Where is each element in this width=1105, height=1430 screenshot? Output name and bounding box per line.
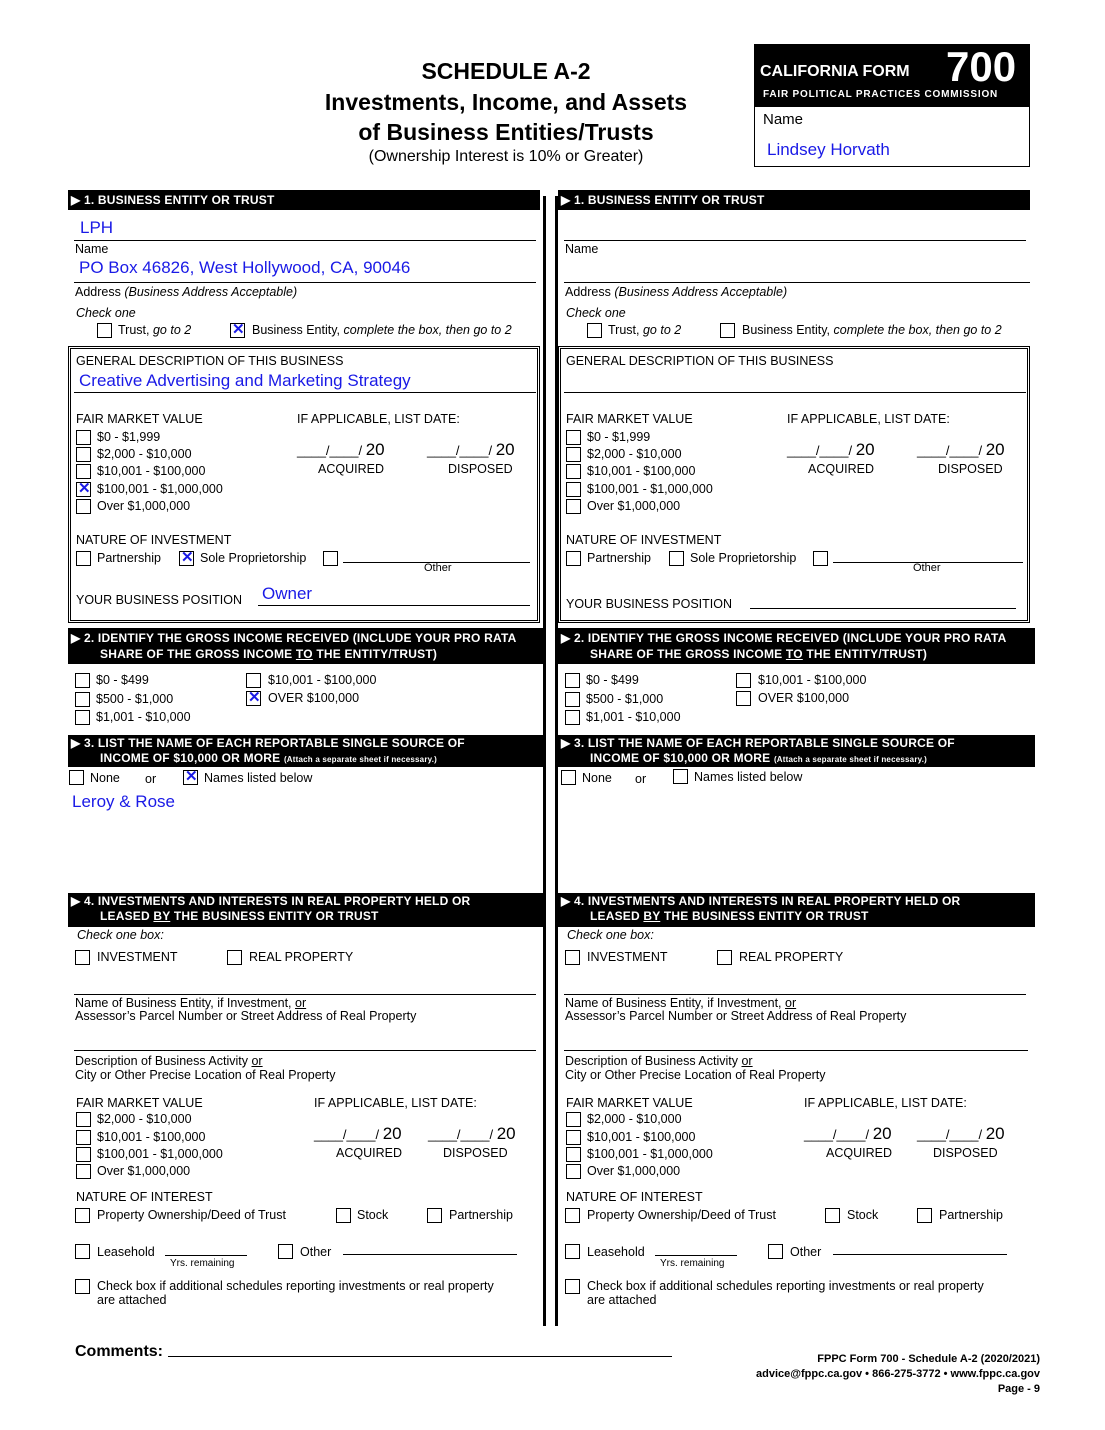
address-label-right: Address (Business Address Acceptable): [565, 285, 788, 299]
income-option-right-0: $0 - $499: [586, 673, 639, 687]
stock-label-right: Stock: [847, 1208, 879, 1222]
apn-label: Assessor’s Parcel Number or Street Address of Real Property: [75, 1009, 417, 1023]
leasehold-checkbox-right[interactable]: [565, 1244, 580, 1259]
fmv4-label: FAIR MARKET VALUE: [76, 1096, 203, 1110]
income-option-4: OVER $100,000: [268, 691, 360, 705]
other-nature-checkbox-right[interactable]: [813, 551, 828, 566]
form-title-line1: Investments, Income, and Assets: [324, 89, 688, 115]
form-title-line2: of Business Entities/Trusts: [358, 119, 654, 145]
real-property-checkbox[interactable]: [227, 950, 242, 965]
disposed-label: DISPOSED: [448, 462, 513, 476]
if-applicable-label-right: IF APPLICABLE, LIST DATE:: [787, 412, 950, 426]
sole-proprietorship-checkbox-right[interactable]: [669, 551, 684, 566]
income-checkbox-right-2[interactable]: [565, 710, 580, 725]
desc-activity-label-right: Description of Business Activity or: [565, 1054, 753, 1068]
general-description-label-right: GENERAL DESCRIPTION OF THIS BUSINESS: [566, 354, 834, 368]
partnership-label: Partnership: [97, 551, 161, 565]
section4-header-right: ▶ 4. INVESTMENTS AND INTERESTS IN REAL PROPERTY HELD OR LEASED BY THE BUSINESS ENTITY OR TRUST: [558, 893, 1035, 927]
acquired4-date-field[interactable]: ____/____/ 20: [314, 1124, 402, 1143]
acquired4-date-field-right[interactable]: ____/____/ 20: [804, 1124, 892, 1143]
none-checkbox-right[interactable]: [561, 770, 576, 785]
other-label: Other: [424, 562, 452, 574]
fmv-label: FAIR MARKET VALUE: [76, 412, 203, 426]
acquired-date-field[interactable]: ____/____/ 20: [297, 440, 385, 459]
fmv4-checkbox-right-2[interactable]: [566, 1147, 581, 1162]
section3-header-right: ▶ 3. LIST THE NAME OF EACH REPORTABLE SINGLE SOURCE OF INCOME OF $10,000 OR MORE (Attach a separate sheet if necessary.): [558, 735, 1035, 767]
other-label-right: Other: [913, 562, 941, 574]
income-checkbox-4[interactable]: ✕: [248, 689, 261, 706]
additional-schedules-checkbox-right[interactable]: [565, 1279, 580, 1294]
names-listed-checkbox-right[interactable]: [673, 769, 688, 784]
fmv-checkbox-right-1[interactable]: [566, 447, 581, 462]
contact-info: advice@fppc.ca.gov • 866-275-3772 • www.fppc.ca.gov: [756, 1368, 1040, 1380]
business-entity-checkbox-right[interactable]: [720, 323, 735, 338]
income-option-right-2: $1,001 - $10,000: [586, 710, 681, 724]
acquired4-label: ACQUIRED: [336, 1146, 402, 1160]
trust-checkbox[interactable]: [97, 323, 112, 338]
none-checkbox[interactable]: [69, 770, 84, 785]
additional-schedules-label-2: are attached: [97, 1293, 167, 1307]
fmv-checkbox-3[interactable]: ✕: [78, 480, 91, 497]
fmv4-option-3: Over $1,000,000: [97, 1164, 191, 1178]
commission-label: FAIR POLITICAL PRACTICES COMMISSION: [763, 89, 999, 100]
form-subtitle: (Ownership Interest is 10% or Greater): [368, 148, 644, 165]
desc-activity-label: Description of Business Activity or: [75, 1054, 263, 1068]
other4-checkbox[interactable]: [278, 1244, 293, 1259]
income-checkbox-0[interactable]: [75, 673, 90, 688]
names-listed-label: Names listed below: [204, 771, 313, 785]
general-description-value[interactable]: Creative Advertising and Marketing Strategy: [79, 371, 411, 390]
sole-proprietorship-label-right: Sole Proprietorship: [690, 551, 797, 565]
disposed4-date-field[interactable]: ____/____/ 20: [428, 1124, 516, 1143]
fmv-checkbox-4[interactable]: [76, 499, 91, 514]
additional-schedules-label-right: Check box if additional schedules reporting investments or real property: [587, 1279, 984, 1293]
section2-header-right: ▶ 2. IDENTIFY THE GROSS INCOME RECEIVED (INCLUDE YOUR PRO RATA SHARE OF THE GROSS INCOME TO THE ENTITY/TRUST): [558, 628, 1035, 664]
none-label-right: None: [582, 771, 612, 785]
partnership-checkbox[interactable]: [76, 551, 91, 566]
disposed4-date-field-right[interactable]: ____/____/ 20: [917, 1124, 1005, 1143]
fmv-label-right: FAIR MARKET VALUE: [566, 412, 693, 426]
fmv-option-right-3: $100,001 - $1,000,000: [587, 482, 713, 496]
names-listed-label-right: Names listed below: [694, 770, 803, 784]
location-label: City or Other Precise Location of Real Property: [75, 1068, 336, 1082]
check-one-box-label-right: Check one box:: [567, 928, 654, 942]
fmv4-checkbox-2[interactable]: [76, 1147, 91, 1162]
or-label: or: [145, 772, 157, 786]
nature-investment-label-right: NATURE OF INVESTMENT: [566, 533, 722, 547]
fmv-checkbox-right-3[interactable]: [566, 482, 581, 497]
additional-schedules-checkbox[interactable]: [75, 1279, 90, 1294]
income-checkbox-right-1[interactable]: [565, 692, 580, 707]
fmv-checkbox-1[interactable]: [76, 447, 91, 462]
business-position-value[interactable]: Owner: [262, 584, 313, 603]
nature-investment-label: NATURE OF INVESTMENT: [76, 533, 232, 547]
fmv-option-right-1: $2,000 - $10,000: [587, 447, 682, 461]
partnership-label-right: Partnership: [587, 551, 651, 565]
disposed-date-field[interactable]: ____/____/ 20: [427, 440, 515, 459]
none-label: None: [90, 771, 120, 785]
property-ownership-label: Property Ownership/Deed of Trust: [97, 1208, 286, 1222]
fmv4-option-right-0: $2,000 - $10,000: [587, 1112, 682, 1126]
other4-label: Other: [300, 1245, 332, 1259]
leasehold-label: Leasehold: [97, 1245, 155, 1259]
disposed-date-field-right[interactable]: ____/____/ 20: [917, 440, 1005, 459]
income-option-right-4: OVER $100,000: [758, 691, 850, 705]
fmv4-option-right-2: $100,001 - $1,000,000: [587, 1147, 713, 1161]
income-option-3: $10,001 - $100,000: [268, 673, 377, 687]
section4-header: ▶ 4. INVESTMENTS AND INTERESTS IN REAL PROPERTY HELD OR LEASED BY THE BUSINESS ENTITY OR TRUST: [68, 893, 546, 927]
disposed-label-right: DISPOSED: [938, 462, 1003, 476]
location-label-right: City or Other Precise Location of Real Property: [565, 1068, 826, 1082]
apn-label-right: Assessor’s Parcel Number or Street Address of Real Property: [565, 1009, 907, 1023]
sole-proprietorship-checkbox[interactable]: ✕: [181, 549, 194, 566]
income-source-value[interactable]: Leroy & Rose: [72, 792, 175, 811]
form-label: CALIFORNIA FORM: [760, 63, 910, 80]
form-badge: [754, 44, 1030, 167]
section1-header-right: ▶ 1. BUSINESS ENTITY OR TRUST: [558, 190, 1030, 210]
fmv-option-0: $0 - $1,999: [97, 430, 161, 444]
names-listed-checkbox[interactable]: ✕: [185, 768, 198, 785]
business-entity-checkbox[interactable]: ✕: [232, 321, 245, 338]
income-option-right-1: $500 - $1,000: [586, 692, 664, 706]
property-ownership-checkbox-right[interactable]: [565, 1208, 580, 1223]
check-one-box-label: Check one box:: [77, 928, 164, 942]
income-option-2: $1,001 - $10,000: [96, 710, 191, 724]
business-position-label-right: YOUR BUSINESS POSITION: [566, 597, 733, 611]
comments-line[interactable]: [168, 1356, 672, 1357]
income-checkbox-2[interactable]: [75, 710, 90, 725]
fmv4-checkbox-right-1[interactable]: [566, 1130, 581, 1145]
if-applicable4-label-right: IF APPLICABLE, LIST DATE:: [804, 1096, 967, 1110]
name-label-right: Name: [565, 242, 599, 256]
income-checkbox-right-3[interactable]: [736, 673, 751, 688]
fmv-checkbox-0[interactable]: [76, 430, 91, 445]
trust-label-right: Trust, go to 2: [608, 323, 682, 337]
investment-label: INVESTMENT: [97, 950, 178, 964]
fmv-checkbox-right-0[interactable]: [566, 430, 581, 445]
additional-schedules-label: Check box if additional schedules reporting investments or real property: [97, 1279, 494, 1293]
fmv-option-right-2: $10,001 - $100,000: [587, 464, 696, 478]
acquired-date-field-right[interactable]: ____/____/ 20: [787, 440, 875, 459]
leasehold-checkbox[interactable]: [75, 1244, 90, 1259]
fmv-option-4: Over $1,000,000: [97, 499, 191, 513]
investment-checkbox[interactable]: [75, 950, 90, 965]
business-position-label: YOUR BUSINESS POSITION: [76, 593, 243, 607]
fmv-option-right-0: $0 - $1,999: [587, 430, 651, 444]
if-applicable-label: IF APPLICABLE, LIST DATE:: [297, 412, 460, 426]
nature-interest-label-right: NATURE OF INTEREST: [566, 1190, 703, 1204]
form-number: 700: [946, 43, 1017, 90]
nature-interest-label: NATURE OF INTEREST: [76, 1190, 213, 1204]
address-value[interactable]: PO Box 46826, West Hollywood, CA, 90046: [79, 258, 411, 277]
property-ownership-checkbox[interactable]: [75, 1208, 90, 1223]
trust-label: Trust, go to 2: [118, 323, 192, 337]
business-entity-label-right: Business Entity, complete the box, then go to 2: [742, 323, 1002, 337]
acquired-label-right: ACQUIRED: [808, 462, 874, 476]
comments-label: Comments:: [75, 1343, 164, 1360]
sole-proprietorship-label: Sole Proprietorship: [200, 551, 307, 565]
form-reference: FPPC Form 700 - Schedule A-2 (2020/2021): [817, 1353, 1040, 1365]
disposed4-label: DISPOSED: [443, 1146, 508, 1160]
section1-header: ▶ 1. BUSINESS ENTITY OR TRUST: [68, 190, 540, 210]
trust-checkbox-right[interactable]: [587, 323, 602, 338]
fmv4-option-2: $100,001 - $1,000,000: [97, 1147, 223, 1161]
real-property-label: REAL PROPERTY: [249, 950, 354, 964]
fmv4-checkbox-1[interactable]: [76, 1130, 91, 1145]
other-nature-checkbox[interactable]: [323, 551, 338, 566]
entity-name-value[interactable]: LPH: [80, 218, 114, 237]
income-option-1: $500 - $1,000: [96, 692, 174, 706]
disposed4-label-right: DISPOSED: [933, 1146, 998, 1160]
real-property-label-right: REAL PROPERTY: [739, 950, 844, 964]
name-be-label-right: Name of Business Entity, if Investment, or: [565, 996, 797, 1010]
fmv4-label-right: FAIR MARKET VALUE: [566, 1096, 693, 1110]
schedule-title: SCHEDULE A-2: [421, 58, 591, 84]
acquired-label: ACQUIRED: [318, 462, 384, 476]
fmv-checkbox-right-2[interactable]: [566, 464, 581, 479]
other4-checkbox-right[interactable]: [768, 1244, 783, 1259]
section3-header: ▶ 3. LIST THE NAME OF EACH REPORTABLE SINGLE SOURCE OF INCOME OF $10,000 OR MORE (Attach a separate sheet if necessary.): [68, 735, 546, 767]
income-checkbox-right-4[interactable]: [736, 691, 751, 706]
income-option-0: $0 - $499: [96, 673, 149, 687]
fmv4-checkbox-right-3[interactable]: [566, 1164, 581, 1179]
if-applicable4-label: IF APPLICABLE, LIST DATE:: [314, 1096, 477, 1110]
section2-header: ▶ 2. IDENTIFY THE GROSS INCOME RECEIVED (INCLUDE YOUR PRO RATA SHARE OF THE GROSS INCOME TO THE ENTITY/TRUST): [68, 628, 546, 664]
fmv4-checkbox-3[interactable]: [76, 1164, 91, 1179]
fmv4-option-right-3: Over $1,000,000: [587, 1164, 681, 1178]
fmv-option-1: $2,000 - $10,000: [97, 447, 192, 461]
fmv-checkbox-2[interactable]: [76, 464, 91, 479]
general-description-label: GENERAL DESCRIPTION OF THIS BUSINESS: [76, 354, 344, 368]
investment-checkbox-right[interactable]: [565, 950, 580, 965]
income-checkbox-3[interactable]: [246, 673, 261, 688]
partnership4-checkbox-right[interactable]: [917, 1208, 932, 1223]
other4-label-right: Other: [790, 1245, 822, 1259]
fmv-checkbox-right-4[interactable]: [566, 499, 581, 514]
fmv4-option-0: $2,000 - $10,000: [97, 1112, 192, 1126]
real-property-checkbox-right[interactable]: [717, 950, 732, 965]
income-checkbox-right-0[interactable]: [565, 673, 580, 688]
fmv4-option-right-1: $10,001 - $100,000: [587, 1130, 696, 1144]
leasehold-label-right: Leasehold: [587, 1245, 645, 1259]
stock-checkbox[interactable]: [336, 1208, 351, 1223]
partnership-checkbox-right[interactable]: [566, 551, 581, 566]
stock-checkbox-right[interactable]: [825, 1208, 840, 1223]
stock-label: Stock: [357, 1208, 389, 1222]
name-be-label: Name of Business Entity, if Investment, or: [75, 996, 307, 1010]
fmv-option-3: $100,001 - $1,000,000: [97, 482, 223, 496]
or-label-right: or: [635, 772, 647, 786]
fmv-option-right-4: Over $1,000,000: [587, 499, 681, 513]
yrs-remaining-label: Yrs. remaining: [170, 1258, 235, 1269]
income-checkbox-1[interactable]: [75, 692, 90, 707]
filer-name-label: Name: [763, 111, 804, 128]
name-label: Name: [75, 242, 109, 256]
address-label: Address (Business Address Acceptable): [75, 285, 298, 299]
income-option-right-3: $10,001 - $100,000: [758, 673, 867, 687]
check-one-label: Check one: [76, 306, 136, 320]
additional-schedules-label-right-2: are attached: [587, 1293, 657, 1307]
investment-label-right: INVESTMENT: [587, 950, 668, 964]
page-number: Page - 9: [997, 1383, 1040, 1395]
check-one-label-right: Check one: [566, 306, 626, 320]
filer-name-value[interactable]: Lindsey Horvath: [767, 140, 890, 159]
yrs-remaining-label-right: Yrs. remaining: [660, 1258, 725, 1269]
property-ownership-label-right: Property Ownership/Deed of Trust: [587, 1208, 776, 1222]
business-entity-label: Business Entity, complete the box, then go to 2: [252, 323, 512, 337]
partnership4-label: Partnership: [449, 1208, 513, 1222]
fmv4-checkbox-right-0[interactable]: [566, 1112, 581, 1127]
partnership4-label-right: Partnership: [939, 1208, 1003, 1222]
fmv4-checkbox-0[interactable]: [76, 1112, 91, 1127]
fmv-option-2: $10,001 - $100,000: [97, 464, 206, 478]
acquired4-label-right: ACQUIRED: [826, 1146, 892, 1160]
fmv4-option-1: $10,001 - $100,000: [97, 1130, 206, 1144]
partnership4-checkbox[interactable]: [427, 1208, 442, 1223]
